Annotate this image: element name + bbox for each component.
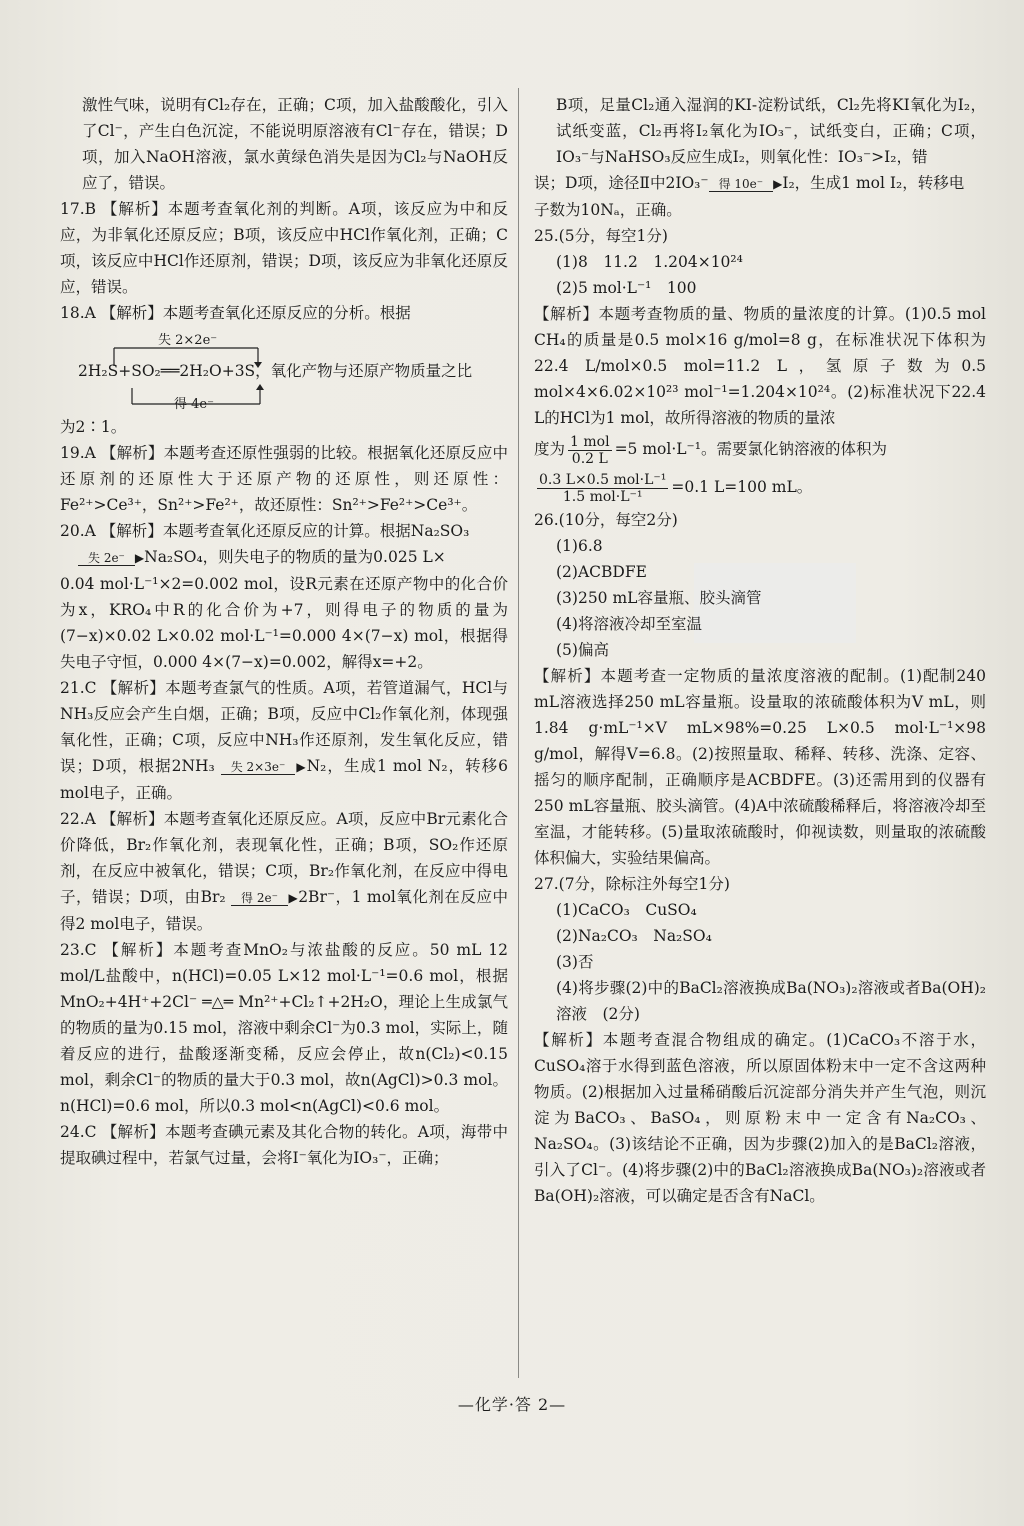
q18-upper-label: 失 2×2e⁻ <box>158 333 218 348</box>
q25-frac-line-2 <box>534 467 986 507</box>
right-column <box>534 92 986 1209</box>
q18-lower-label: 得 4e⁻ <box>174 397 214 412</box>
q22-body: 22.A 【解析】本题考查氧化还原反应。A项，反应中Br元素化合价降低，Br₂作氧化剂，表现氧化性，正确；B项，SO₂作还原剂，在反应中被氧化，错误；C项，Br₂作氧化剂，在反应中得电子，错误；D项，由Br₂ <box>60 810 508 906</box>
q25-analysis: 【解析】本题考查物质的量、物质的量浓度的计算。(1)0.5 mol CH₄的质量是0.5 mol×16 g/mol=8 g，在标准状况下体积为22.4 L/mol×0.5 mol=11.2 L，氢原子数为0.5 mol×4×6.02×10²³ mol⁻¹=1.204×10²⁴。(2)标准状况下22.4 L的HCl为1 mol，故所得溶液的物质的量浓 <box>534 305 986 427</box>
q25-fraction-2 <box>537 472 668 505</box>
q20-arrow-line: 失 2e⁻ ▶Na₂SO₄，则失电子的物质的量为0.025 L× <box>60 544 508 571</box>
q18-tail: 为2∶1。 <box>60 418 127 436</box>
q25-frac-line <box>534 431 986 467</box>
q24-cont-text: B项，足量Cl₂通入湿润的KI-淀粉试纸，Cl₂先将KI氧化为I₂，试纸变蓝，Cl₂再将I₂氧化为IO₃⁻，试纸变白，正确；C项，IO₃⁻与NaHSO₃反应生成I₂，则氧化性：IO₃⁻>I₂，错 <box>556 96 986 166</box>
q27-head: 27.(7分，除标注外每空1分) <box>534 875 730 893</box>
q17 <box>60 196 508 300</box>
q23 <box>60 937 508 1119</box>
q25-frac-pre: 度为 <box>534 440 566 458</box>
q26-answer-2: (2)ACBDFE <box>556 563 647 581</box>
q25-frac2-post: =0.1 L=100 mL。 <box>671 478 813 496</box>
q17-text: 17.B 【解析】本题考查氧化剂的判断。A项，该反应为中和反应，为非氧化还原反应；B项，该反应中HCl作氧化剂，正确；C项，该反应中HCl作还原剂，错误；D项，该反应为非氧化还原反应，错误。 <box>60 200 508 296</box>
q25-frac-post: =5 mol·L⁻¹。需要氯化钠溶液的体积为 <box>614 440 887 458</box>
q21-body: 21.C 【解析】本题考查氯气的性质。A项，若管道漏气，HCl与NH₃反应会产生白烟，正确；B项，反应中Cl₂作氧化剂，体现强氧化性，正确；C项，反应中NH₃作还原剂，发生氧化反应，错误；D项，根据2NH₃ <box>60 679 508 775</box>
q25-frac1-n: 1 mol <box>570 433 610 450</box>
q19-text: 19.A 【解析】本题考查还原性强弱的比较。根据氧化还原反应中还原剂的还原性大于还原产物的还原性，则还原性：Fe²⁺>Ce³⁺，Sn²⁺>Fe²⁺，故还原性：Sn²⁺>Fe²⁺>Ce³⁺。 <box>60 444 508 514</box>
q24-text: 24.C 【解析】本题考查碘元素及其化合物的转化。A项，海带中提取碘过程中，若氯气过量，会将I⁻氧化为IO₃⁻，正确； <box>60 1123 508 1167</box>
q26-answer-3: (3)250 mL容量瓶、胶头滴管 <box>556 589 762 607</box>
q26-answer-1: (1)6.8 <box>556 537 603 555</box>
q16-continuation <box>60 92 508 196</box>
q26 <box>534 507 986 871</box>
q24-cont3: 子数为10Nₐ，正确。 <box>534 201 682 219</box>
q27-answer-3: (3)否 <box>556 953 594 971</box>
q22-tail: 2Br⁻，1 mol氧化剂在反应中得2 mol电子，错误。 <box>60 888 508 933</box>
q25-frac2-n: 0.3 L×0.5 mol·L⁻¹ <box>539 471 667 488</box>
q26-analysis: 【解析】本题考查一定物质的量浓度溶液的配制。(1)配制240 mL溶液选择250 mL容量瓶。设量取的浓硫酸体积为V mL，则1.84 g·mL⁻¹×V mL×98%=0.25 L×0.5 mol·L⁻¹×98 g/mol，解得V=6.8。(2)按照量取、稀释、转移、洗涤、定容、摇匀的顺序配制，正确顺序是ACBDFE。(3)还需用到的仪器有250 mL容量瓶、胶头滴管。(4)A中浓硫酸稀释后，将溶液冷却至室温，才能转移。(5)量取浓硫酸时，仰视读数，则量取的浓硫酸体积偏大，实验结果偏高。 <box>534 667 986 867</box>
q20-body: 0.04 mol·L⁻¹×2=0.002 mol，设R元素在还原产物中的化合价为x，KRO₄中R的化合价为+7，则得电子的物质的量为(7−x)×0.02 L×0.02 mol·L⁻¹=0.000 4×(7−x) mol，根据得失电子守恒，0.000 4×(7−x)=0.002，解得x=+2。 <box>60 575 508 671</box>
q18-head: 18.A 【解析】本题考查氧化还原反应的分析。根据 <box>60 304 411 322</box>
q22-arrow-label: 得 2e⁻ <box>231 892 288 906</box>
q20-head: 20.A 【解析】本题考查氧化还原反应的计算。根据Na₂SO₃ <box>60 522 470 540</box>
q23-text: 23.C 【解析】本题考查MnO₂与浓盐酸的反应。50 mL 12 mol/L盐酸中，n(HCl)=0.05 L×12 mol·L⁻¹=0.6 mol，根据MnO₂+4H⁺+2Cl⁻ ═△═ Mn²⁺+Cl₂↑+2H₂O，理论上生成氯气的物质的量为0.15 mol，溶液中剩余Cl⁻为0.3 mol，实际上，随着反应的进行，盐酸逐渐变稀，反应会停止，故n(Cl₂)<0.15 mol，剩余Cl⁻的物质的量大于0.3 mol，故n(AgCl)>0.3 mol。n(HCl)=0.6 mol，所以0.3 mol<n(AgCl)<0.6 mol。 <box>60 941 508 1115</box>
q18-equation-text: 2H₂S+SO₂══2H₂O+3S，氧化产物与还原产物质量之比 <box>78 362 473 380</box>
q25-frac2-d: 1.5 mol·L⁻¹ <box>562 488 643 505</box>
q27 <box>534 871 986 1209</box>
q20 <box>60 518 508 675</box>
q24-arrow-label: 得 10e⁻ <box>709 178 774 192</box>
q24-cont-line2: 误；D项，途径Ⅱ中2IO₃⁻ 得 10e⁻ ▶I₂，生成1 mol I₂，转移电 <box>534 174 965 192</box>
q20-after-arrow: Na₂SO₄，则失电子的物质的量为0.025 L× <box>144 548 446 566</box>
q26-head: 26.(10分，每空2分) <box>534 511 678 529</box>
q21: 21.C 【解析】本题考查氯气的性质。A项，若管道漏气，HCl与NH₃反应会产生白烟，正确；B项，反应中Cl₂作氧化剂，体现强氧化性，正确；C项，反应中NH₃作还原剂，发生氧化反应，错误；D项，根据2NH₃ 失 2×3e⁻ ▶N₂，生成1 mol N₂，转移6 mol电子，正确。 <box>60 679 509 802</box>
q21-tail: N₂，生成1 mol N₂，转移6 mol电子，正确。 <box>60 757 509 802</box>
q20-arrow-label: 失 2e⁻ <box>78 552 135 566</box>
q27-answer-2: (2)Na₂CO₃ Na₂SO₄ <box>556 927 712 945</box>
q25-answer-2: (2)5 mol·L⁻¹ 100 <box>556 279 697 297</box>
page-footer: —化学·答 2— <box>457 1395 567 1414</box>
q27-analysis: 【解析】本题考查混合物组成的确定。(1)CaCO₃不溶于水，CuSO₄溶于水得到蓝色溶液，所以原固体粉末中一定不含这两种物质。(2)根据加入过量稀硝酸后沉淀部分消失并产生气泡，则沉淀为BaCO₃、BaSO₄，则原粉末中一定含有Na₂CO₃、Na₂SO₄。(3)该结论不正确，因为步骤(2)加入的是BaCl₂溶液，引入了Cl⁻。(4)将步骤(2)中的BaCl₂溶液换成Ba(NO₃)₂溶液或者Ba(OH)₂溶液，可以确定是否含有NaCl。 <box>534 1031 986 1205</box>
q25-answer-1: (1)8 11.2 1.204×10²⁴ <box>556 253 743 271</box>
q26-answer-5: (5)偏高 <box>556 641 609 659</box>
q26-answer-4: (4)将溶液冷却至室温 <box>556 615 702 633</box>
q18-equation <box>78 326 508 414</box>
q25-frac1-d: 0.2 L <box>571 450 608 467</box>
column-divider <box>518 88 519 1378</box>
q27-answer-4: (4)将步骤(2)中的BaCl₂溶液换成Ba(NO₃)₂溶液或者Ba(OH)₂溶液 (2分) <box>556 979 986 1023</box>
left-column <box>60 92 508 1171</box>
q19 <box>60 440 508 518</box>
q18 <box>60 300 508 440</box>
q24-continuation <box>534 92 986 223</box>
q21-arrow-label: 失 2×3e⁻ <box>221 761 296 775</box>
q16-text: 激性气味，说明有Cl₂存在，正确；C项，加入盐酸酸化，引入了Cl⁻，产生白色沉淀，不能说明原溶液有Cl⁻存在，错误；D项，加入NaOH溶液，氯水黄绿色消失是因为Cl₂与NaOH反应了，错误。 <box>82 96 508 192</box>
q25 <box>534 223 986 507</box>
q25-head: 25.(5分，每空1分) <box>534 227 668 245</box>
q24 <box>60 1119 508 1171</box>
q27-answer-1: (1)CaCO₃ CuSO₄ <box>556 901 697 919</box>
q25-fraction-1 <box>568 434 612 467</box>
q24-cont2b: I₂，生成1 mol I₂，转移电 <box>782 174 965 192</box>
q22: 22.A 【解析】本题考查氧化还原反应。A项，反应中Br元素化合价降低，Br₂作氧化剂，表现氧化性，正确；B项，SO₂作还原剂，在反应中被氧化，错误；C项，Br₂作氧化剂，在反应中得电子，错误；D项，由Br₂ 得 2e⁻ ▶2Br⁻，1 mol氧化剂在反应中得2 mol电子，错误。 <box>60 810 508 933</box>
q24-cont2a: 误；D项，途径Ⅱ中2IO₃⁻ <box>534 174 709 192</box>
